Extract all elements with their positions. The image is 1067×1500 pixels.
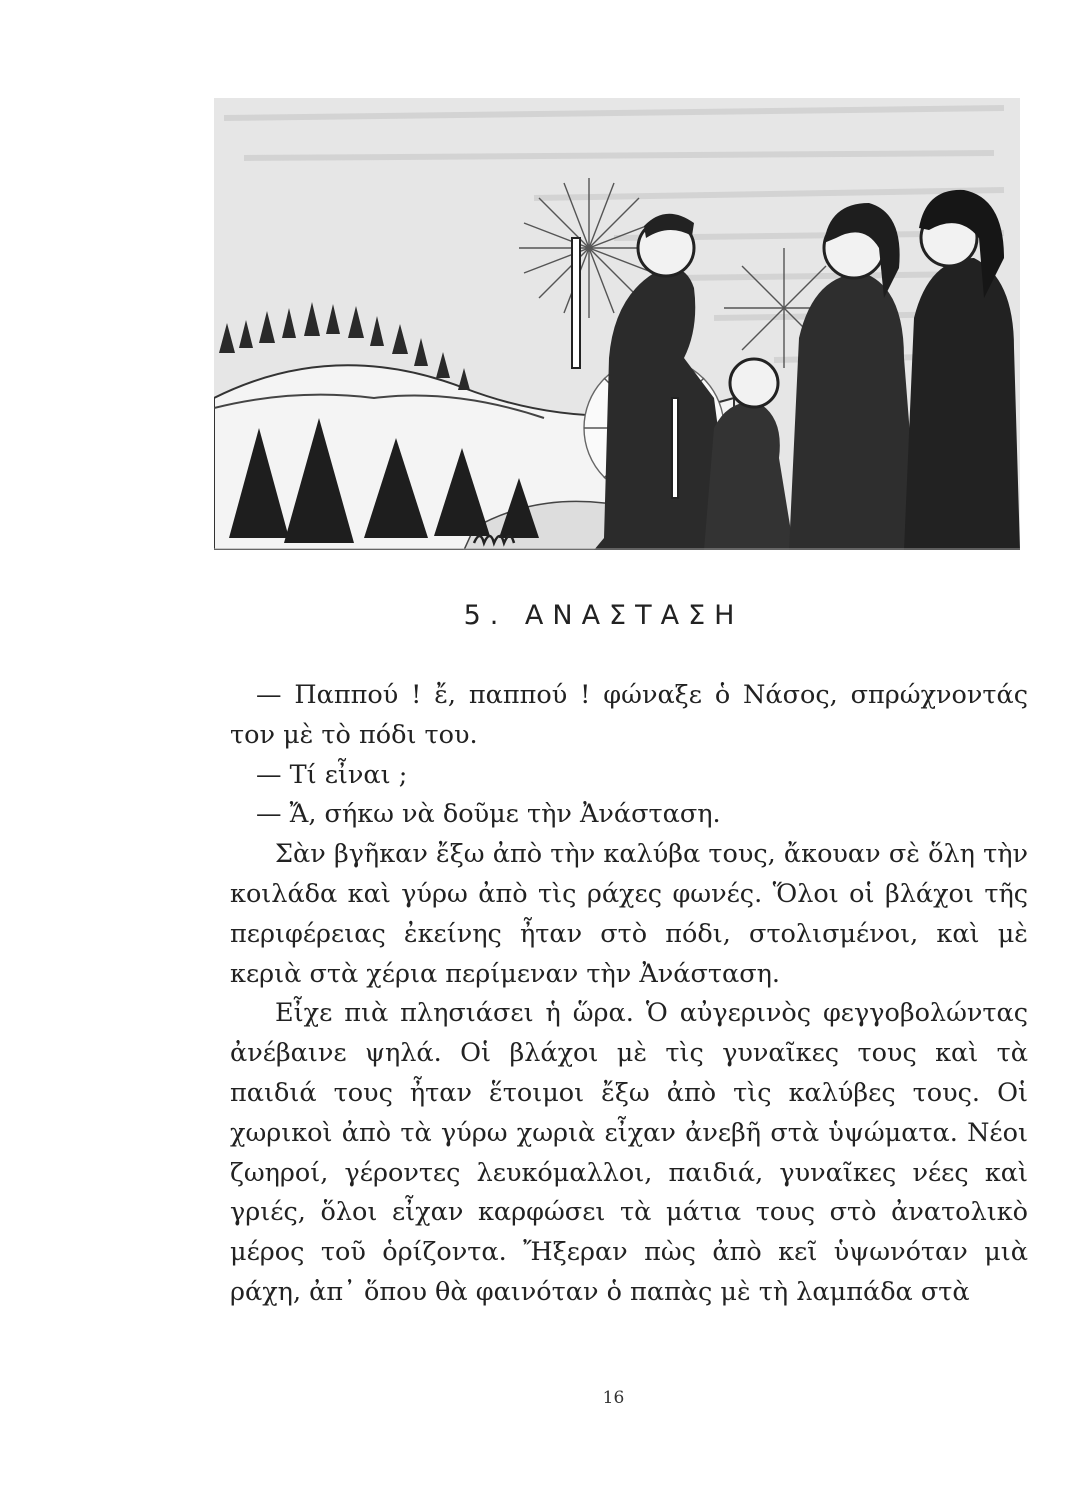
page-number-text: 16 (602, 1388, 625, 1408)
dialogue-line: — Τί εἶναι ; (256, 759, 408, 790)
chapter-title (0, 600, 1067, 631)
body-text (230, 676, 1028, 1313)
paragraph: Εἶχε πιὰ πλησιάσει ἡ ὥρα. Ὁ αὐγερινὸς φεγγοβολώντας ἀνέβαινε ψηλά. Οἱ βλάχοι μὲ τὶς γυναῖκες τους καὶ τὰ παιδιά τους ἦταν ἕτοιμοι ἔξω ἀπὸ τὶς καλύβες τους. Οἱ χωρικοὶ ἀπὸ τὰ γύρω χωριὰ εἶχαν ἀνεβῆ στὰ ὑψώματα. Νέοι ζωηροί, γέροντες λευκόμαλλοι, παιδιά, γυναῖκες νέες καὶ γριές, ὅλοι εἶχαν καρφώσει τὰ μάτια τους στὸ ἀνατολικὸ μέρος τοῦ ὁρίζοντα. Ἤξεραν πὼς ἀπὸ κεῖ ὑψωνόταν μιὰ ράχη, ἀπ᾿ ὅπου θὰ φαινόταν ὁ παπὰς μὲ τὴ λαμπάδα στὰ (230, 998, 1028, 1307)
dialogue-line: — Παππού ! ἔ, παππού ! φώναξε ὁ Νάσος, σπρώχνοντάς τον μὲ τὸ πόδι του. (230, 680, 1028, 750)
chapter-title-text: 5. ΑΝΑΣΤΑΣΗ (463, 600, 744, 631)
dialogue-line: — Ἄ, σήκω νὰ δοῦμε τὴν Ἀνάσταση. (256, 799, 721, 830)
easter-night-illustration-image (214, 98, 1020, 550)
paragraph: Σὰν βγῆκαν ἔξω ἀπὸ τὴν καλύβα τους, ἄκουαν σὲ ὅλη τὴν κοιλάδα καὶ γύρω ἀπὸ τὶς ράχες φωνές. Ὅλοι οἱ βλάχοι τῆς περιφέρειας ἐκείνης ἦταν στὸ πόδι, στολισμένοι, καὶ μὲ κεριὰ στὰ χέρια περίμεναν τὴν Ἀνάσταση. (230, 839, 1028, 989)
woodcut-illustration (214, 98, 1020, 550)
page-number (0, 1388, 1067, 1408)
